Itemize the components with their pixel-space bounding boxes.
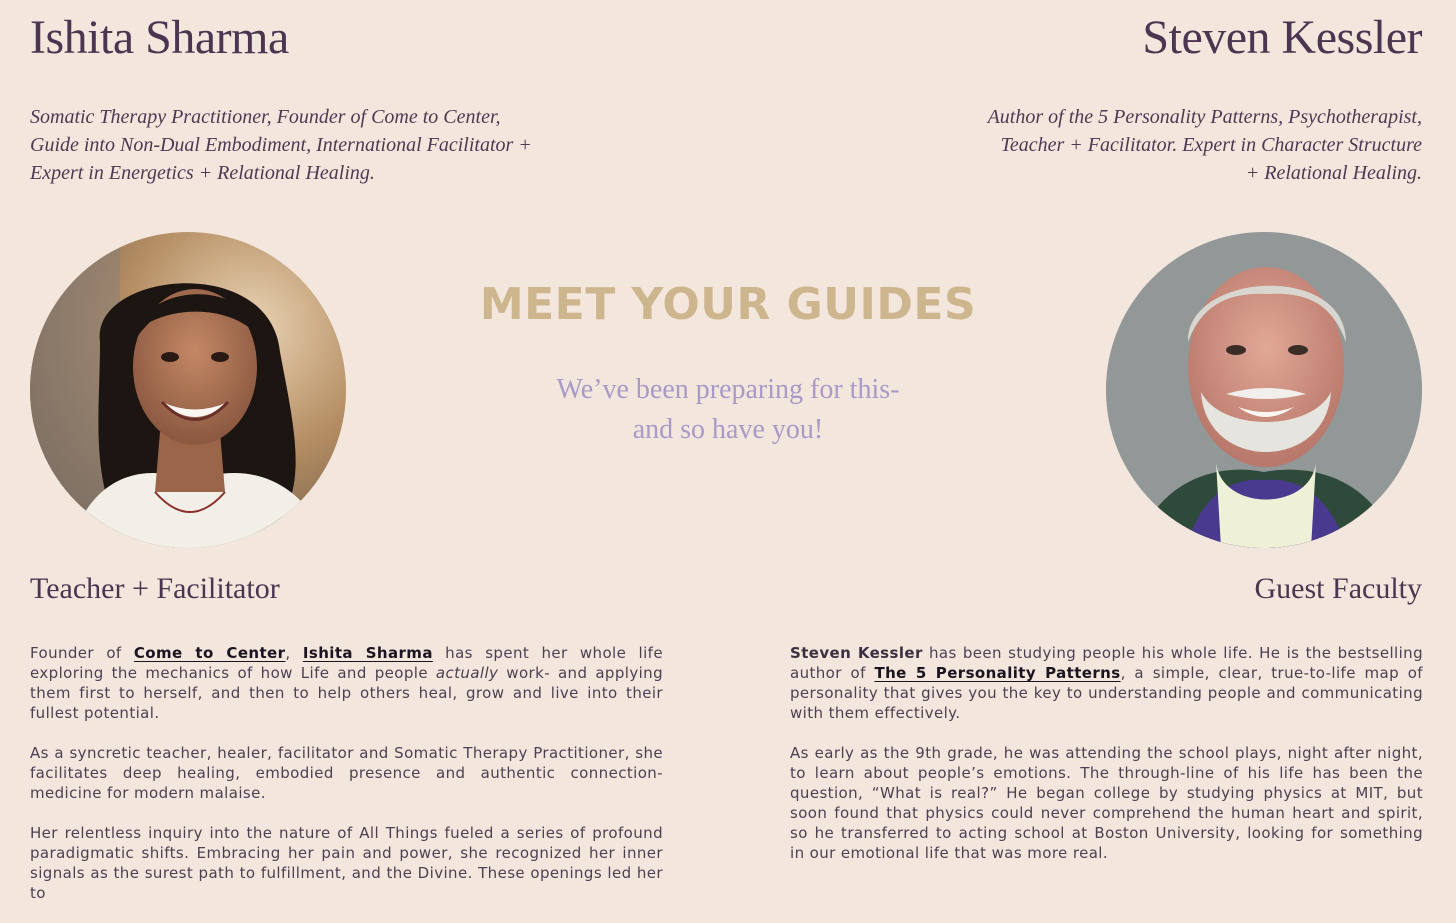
guide-subtitle-ishita <box>30 103 570 187</box>
bio-text: has spent her whole life exploring the mechanics of how Life and people <box>30 644 663 682</box>
avatar-steven <box>1106 232 1422 548</box>
subtitle-line: Guide into Non-Dual Embodiment, International Facilitator + <box>30 134 532 156</box>
bio-column-steven <box>790 643 1423 883</box>
role-heading-teacher: Teacher + Facilitator <box>30 572 280 605</box>
subtitle-line: Somatic Therapy Practitioner, Founder of Come to Center, <box>30 106 501 128</box>
five-personality-patterns-link[interactable]: The 5 Personality Patterns <box>874 664 1121 682</box>
subtitle-line: Expert in Energetics + Relational Healing. <box>30 162 375 184</box>
bio-paragraph <box>30 643 663 723</box>
tagline-line: and so have you! <box>632 414 824 445</box>
subtitle-line: Teacher + Facilitator. Expert in Character Structure <box>1000 134 1422 156</box>
bio-text: Founder of <box>30 644 134 662</box>
come-to-center-link[interactable]: Come to Center <box>133 644 286 662</box>
guide-subtitle-steven <box>982 103 1422 187</box>
section-heading: MEET YOUR GUIDES <box>479 279 977 330</box>
bio-text: , <box>285 644 303 662</box>
ishita-sharma-link[interactable]: Ishita Sharma <box>302 644 433 662</box>
bio-text: , a simple, clear, true-to-life map of personality that gives you the key to understanding people and communicating with them effectively. <box>790 664 1423 722</box>
bio-emphasis: actually <box>435 664 499 682</box>
bio-paragraph: As a syncretic teacher, healer, facilitator and Somatic Therapy Practitioner, she facilitates deep healing, embodied presence and authentic connection- medicine for modern malaise. <box>30 744 663 802</box>
bio-paragraph: As early as the 9th grade, he was attending the school plays, night after night, to learn about people’s emotions. The through-line of his life has been the question, “What is real?” He began college by studying physics at MIT, but soon found that physics could never comprehend the human heart and spirit, so he transferred to acting school at Boston University, looking for something in our emotional life that was more real. <box>790 744 1423 862</box>
subtitle-line: + Relational Healing. <box>1245 162 1422 184</box>
guide-name-steven: Steven Kessler <box>1142 11 1422 64</box>
bio-column-ishita <box>30 643 663 923</box>
guide-name-ishita: Ishita Sharma <box>30 11 289 64</box>
subtitle-line: Author of the 5 Personality Patterns, Psychotherapist, <box>987 106 1422 128</box>
bio-paragraph <box>790 643 1423 723</box>
portrait-image <box>1106 232 1422 548</box>
tagline <box>478 370 978 450</box>
bio-text: work- and applying them first to herself, and then to help others heal, grow and live into their fullest potential. <box>30 664 663 722</box>
role-heading-guest-faculty: Guest Faculty <box>1254 572 1422 605</box>
bio-paragraph: Her relentless inquiry into the nature of All Things fueled a series of profound paradigmatic shifts. Embracing her pain and power, she recognized her inner signals as the surest path to fulfillment, and the Divine. These openings led her to <box>30 824 663 902</box>
bio-bold-name: Steven Kessler <box>790 644 923 662</box>
tagline-line: We’ve been preparing for this- <box>556 374 900 405</box>
bio-text: has been studying people his whole life. He is the bestselling author of <box>790 644 1424 682</box>
